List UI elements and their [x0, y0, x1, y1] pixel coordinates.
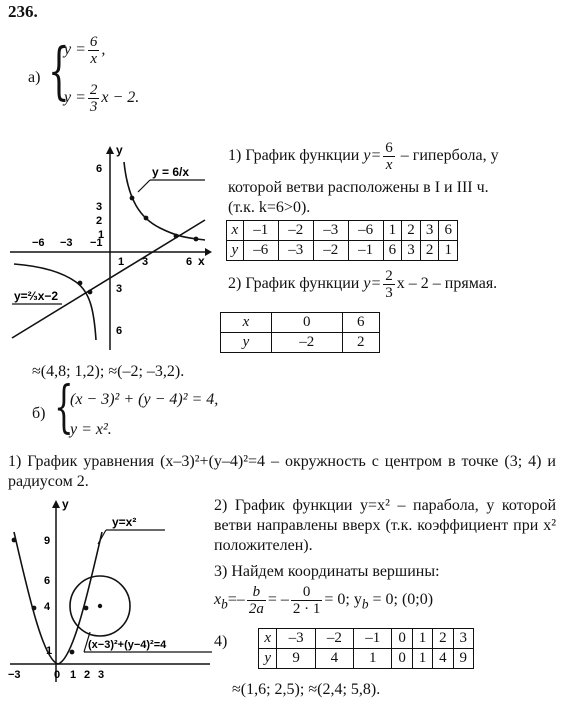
- table-row: y –2 2: [221, 333, 380, 353]
- table-row: y 9 4 1 0 1 4 9: [259, 649, 474, 669]
- values-table-parabola: [258, 628, 474, 669]
- tick-x-3: 3: [98, 669, 105, 681]
- system-b: [32, 375, 292, 444]
- tick-x-1: 1: [70, 669, 77, 681]
- tick-x-neg1: −1: [90, 237, 103, 249]
- tick-x-6: 6: [186, 256, 193, 268]
- part-a-label: а): [28, 69, 41, 86]
- tick-x-0: 0: [54, 669, 61, 681]
- eq-a2: y = $\frac{2}{3}$ x − 2.: [64, 82, 140, 115]
- statement-a2: 2) График функции y= $\frac{2}{3}$ x – 2 – прямая.: [228, 268, 498, 301]
- brace-a: {: [48, 34, 70, 107]
- table-row: y –6 –3 –2 –1 6 3 2 1: [227, 241, 458, 261]
- axis-y-label: y: [62, 497, 69, 511]
- tick-x-1: 1: [118, 256, 125, 268]
- brace-b: {: [54, 375, 74, 440]
- axis-y-label: y: [116, 143, 123, 157]
- line-label: y=⅔x−2: [14, 289, 59, 303]
- point: [194, 237, 199, 242]
- values-table-line: [220, 312, 380, 353]
- tick-y-1: 1: [98, 229, 105, 241]
- eq-b1: (x − 3)² + (y − 4)² = 4,: [70, 391, 219, 408]
- point: [88, 290, 93, 295]
- tick-y-neg6: 6: [116, 325, 123, 337]
- point: [174, 234, 179, 239]
- statement-a1-line3: (т.к. k=6>0).: [228, 199, 311, 216]
- circle-label: (x−3)²+(y−4)²=4: [88, 639, 167, 651]
- tick-x-neg3: −3: [8, 669, 21, 681]
- circle-center-point: [98, 604, 102, 608]
- label-leader: [138, 180, 150, 192]
- hyperbola-label: y = 6/x: [152, 165, 190, 179]
- eq-a1: y = $\frac{6}{x}$ ,: [64, 34, 106, 67]
- x-axis-arrow-icon: [205, 248, 212, 256]
- tick-x-neg6: −6: [32, 237, 45, 249]
- tick-y-9: 9: [44, 535, 51, 547]
- problem-number: 236.: [8, 2, 38, 21]
- point: [78, 281, 83, 286]
- tick-y-6: 6: [96, 163, 103, 175]
- table-row: x 0 6: [221, 313, 380, 333]
- graph-hyperbola-line: [0, 140, 215, 360]
- vertex-formula: $x_b=-$ $\frac{b}{2a}$ = – $\frac{0}{2 \cdot 1}$ = 0; $y_b = 0$; (0;0): [214, 584, 434, 617]
- tick-y-neg3: 3: [116, 283, 123, 295]
- tick-y-6: 6: [44, 575, 51, 587]
- eq-b2: y = x².: [70, 421, 112, 438]
- statement-a1-line2: которой ветви расположены в I и III ч.: [228, 179, 489, 196]
- tick-y-1: 1: [46, 645, 53, 657]
- step-4-label: 4): [214, 633, 228, 650]
- system-a: [28, 30, 228, 126]
- point: [144, 216, 149, 221]
- answer-b: ≈(1,6; 2,5); ≈(2,4; 5,8).: [232, 681, 381, 698]
- y-axis-arrow-icon: [106, 146, 114, 154]
- tick-y-4: 4: [44, 601, 51, 613]
- graph-parabola-circle: [0, 492, 215, 687]
- tick-y-2: 2: [96, 215, 103, 227]
- tick-x-2: 2: [84, 669, 91, 681]
- tick-x-neg3: −3: [60, 237, 73, 249]
- point: [32, 606, 37, 611]
- answer-a: ≈(4,8; 1,2); ≈(–2; –3,2).: [32, 363, 185, 380]
- point: [130, 196, 135, 201]
- statement-a1: 1) График функции y= $\frac{6}{x}$ – гипербола, у: [228, 140, 499, 173]
- values-table-hyperbola: [226, 220, 458, 261]
- table-row: x –3 –2 –1 0 1 2 3: [259, 629, 474, 649]
- point: [84, 606, 89, 611]
- parabola-label: y=x²: [112, 515, 137, 529]
- statement-b1: 1) График уравнения (x–3)²+(y–4)²=4 – окружность с центром в точке (3; 4) и радиусом 2.: [8, 453, 556, 490]
- axis-x-label: x: [198, 254, 205, 268]
- point: [70, 650, 75, 655]
- tick-y-3: 3: [96, 201, 103, 213]
- tick-x-3: 3: [142, 256, 149, 268]
- y-axis-arrow-icon: [52, 500, 60, 508]
- statement-b2: 2) График функции y=x² – парабола, у которой ветви направлены вверх (т.к. коэффициент при x² положителен).: [214, 497, 556, 554]
- point: [12, 538, 17, 543]
- statement-b3: 3) Найдем координаты вершины:: [214, 563, 440, 580]
- table-row: x –1 –2 –3 –6 1 2 3 6: [227, 221, 458, 241]
- part-b-label: б): [32, 405, 46, 422]
